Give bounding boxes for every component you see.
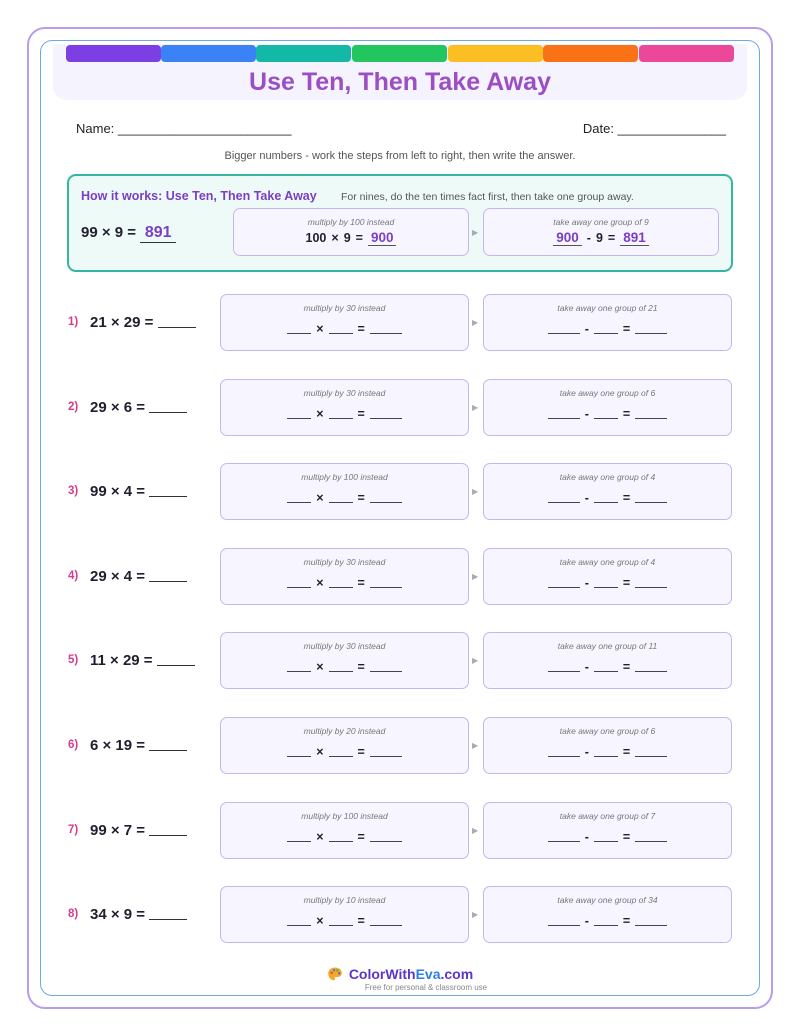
answer-blank[interactable] xyxy=(329,745,353,757)
step1-equation xyxy=(221,322,468,336)
example-step2-equation xyxy=(484,230,718,246)
arrow-icon: ▶ xyxy=(472,826,479,835)
example-step1-box xyxy=(233,208,469,256)
step2-caption: take away one group of 6 xyxy=(559,388,656,398)
step1-caption: multiply by 30 instead xyxy=(303,388,386,398)
problem-number: 2) xyxy=(68,401,79,413)
answer-blank[interactable] xyxy=(329,322,353,334)
answer-blank[interactable] xyxy=(149,737,187,751)
arrow-icon: ▶ xyxy=(472,572,479,581)
operator-symbol: - xyxy=(586,231,591,245)
answer-blank[interactable] xyxy=(635,491,667,503)
answer-blank[interactable] xyxy=(548,745,580,757)
step2-caption: take away one group of 4 xyxy=(559,472,656,482)
answer-blank[interactable] xyxy=(287,914,311,926)
answer-blank[interactable] xyxy=(370,407,402,419)
arrow-icon: ▶ xyxy=(472,910,479,919)
name-field: Name: ________________________ xyxy=(76,121,292,136)
operator-symbol: × xyxy=(316,830,324,844)
step1-caption: multiply by 30 instead xyxy=(303,641,386,651)
answer-blank[interactable] xyxy=(635,914,667,926)
answer-blank[interactable] xyxy=(370,576,402,588)
answer-blank[interactable] xyxy=(287,660,311,672)
operator-symbol: × xyxy=(316,914,324,928)
step1-box xyxy=(220,632,469,689)
step2-box xyxy=(483,548,732,605)
answer-blank[interactable] xyxy=(370,660,402,672)
step2-box xyxy=(483,886,732,943)
step1-box xyxy=(220,294,469,351)
answer-blank[interactable] xyxy=(287,407,311,419)
step2-box xyxy=(483,802,732,859)
operator-symbol: × xyxy=(316,745,324,759)
date-field: Date: _______________ xyxy=(582,121,726,136)
operator-symbol: - xyxy=(584,830,589,844)
problem-text xyxy=(90,652,195,669)
problem-number: 3) xyxy=(68,485,79,497)
example-heading: How it works: Use Ten, Then Take Away xyxy=(81,189,317,203)
step2-equation xyxy=(484,576,731,590)
answer-blank[interactable] xyxy=(370,914,402,926)
step1-equation xyxy=(221,407,468,421)
brand-color: Color xyxy=(348,966,386,982)
step1-box xyxy=(220,886,469,943)
operator-symbol: × xyxy=(316,407,324,421)
problem-expression: 29 × 6 = xyxy=(90,399,146,416)
problem-expression: 99 × 4 = xyxy=(90,483,146,500)
example-step1-equation xyxy=(234,230,468,246)
answer-blank[interactable] xyxy=(594,914,618,926)
step2-equation xyxy=(484,660,731,674)
answer-blank[interactable] xyxy=(149,399,187,413)
answer-blank[interactable] xyxy=(157,652,195,666)
step2-caption: take away one group of 11 xyxy=(557,641,658,651)
problem-expression: 99 × 7 = xyxy=(90,822,146,839)
color-bar xyxy=(352,45,447,62)
palette-icon xyxy=(327,966,343,982)
answer-blank[interactable] xyxy=(548,491,580,503)
step1-equation xyxy=(221,491,468,505)
step2-box xyxy=(483,379,732,436)
problem-expression: 21 × 29 = xyxy=(90,314,154,331)
answer-blank[interactable] xyxy=(370,745,402,757)
step1-box xyxy=(220,548,469,605)
footer-logo xyxy=(0,966,800,992)
brand-name xyxy=(0,966,800,982)
answer-blank[interactable] xyxy=(594,660,618,672)
answer-blank[interactable] xyxy=(149,483,187,497)
example-problem-text: 99 × 9 = xyxy=(81,224,137,241)
operator-symbol: - xyxy=(584,576,589,590)
step1-caption: multiply by 10 instead xyxy=(303,895,386,905)
answer-blank[interactable] xyxy=(548,576,580,588)
arrow-icon: ▶ xyxy=(472,656,479,665)
problem-number: 6) xyxy=(68,739,79,751)
answer-blank[interactable] xyxy=(594,407,618,419)
operator-symbol: = xyxy=(622,407,631,421)
step2-equation xyxy=(484,407,731,421)
operator-symbol: = xyxy=(622,322,631,336)
answer-blank[interactable] xyxy=(329,407,353,419)
operator-symbol: - xyxy=(584,322,589,336)
answer-blank[interactable] xyxy=(149,906,187,920)
step1-box xyxy=(220,717,469,774)
step1-box xyxy=(220,802,469,859)
answer-blank[interactable] xyxy=(548,660,580,672)
step2-caption: take away one group of 7 xyxy=(559,811,656,821)
example-problem xyxy=(81,224,176,243)
step2-caption: take away one group of 6 xyxy=(559,726,656,736)
example-step2-box xyxy=(483,208,719,256)
answer-blank[interactable] xyxy=(594,322,618,334)
operator-symbol: - xyxy=(584,491,589,505)
answer-blank[interactable] xyxy=(329,491,353,503)
problem-text xyxy=(90,822,187,839)
step2-equation xyxy=(484,322,731,336)
answer-blank[interactable] xyxy=(548,830,580,842)
problem-text xyxy=(90,399,187,416)
answer-blank[interactable] xyxy=(594,830,618,842)
step2-box xyxy=(483,463,732,520)
operator-symbol: - xyxy=(584,407,589,421)
operator-symbol: = xyxy=(355,231,363,245)
operator-symbol: = xyxy=(357,407,365,421)
step2-equation xyxy=(484,914,731,928)
step2-box xyxy=(483,294,732,351)
arrow-icon: ▶ xyxy=(472,403,479,412)
step1-caption: multiply by 30 instead xyxy=(303,557,386,567)
answer-blank[interactable] xyxy=(548,407,580,419)
answer-blank[interactable] xyxy=(370,491,402,503)
operator-symbol: - xyxy=(584,660,589,674)
step1-equation xyxy=(221,830,468,844)
brand-eva: Eva xyxy=(415,966,441,982)
example-answer: 891 xyxy=(140,224,176,243)
answer-blank[interactable] xyxy=(287,491,311,503)
step2-box xyxy=(483,632,732,689)
operator-symbol: - xyxy=(584,745,589,759)
problem-text xyxy=(90,906,187,923)
instructions: Bigger numbers - work the steps from left to right, then write the answer. xyxy=(224,150,576,162)
answer-blank[interactable] xyxy=(287,322,311,334)
step1-caption: multiply by 30 instead xyxy=(303,303,386,313)
operator-symbol: = xyxy=(357,491,365,505)
color-bar xyxy=(256,45,351,62)
example-step1-caption: multiply by 100 instead xyxy=(307,217,395,227)
operator-symbol: = xyxy=(622,660,631,674)
color-bar xyxy=(639,45,734,62)
operator-symbol: = xyxy=(622,491,631,505)
problem-text xyxy=(90,568,187,585)
operator-symbol: = xyxy=(357,914,365,928)
problem-number: 5) xyxy=(68,654,79,666)
example-step2-caption: take away one group of 9 xyxy=(553,217,649,227)
answer-blank[interactable] xyxy=(635,660,667,672)
operator-symbol: = xyxy=(607,231,616,245)
step1-caption: multiply by 100 instead xyxy=(301,811,388,821)
step2-box xyxy=(483,717,732,774)
example-step2-b: 9 xyxy=(595,231,603,245)
operator-symbol: = xyxy=(622,914,631,928)
problem-text xyxy=(90,737,187,754)
arrow-icon: ▶ xyxy=(472,741,479,750)
color-bar xyxy=(66,45,161,62)
color-bar xyxy=(448,45,543,62)
operator-symbol: × xyxy=(316,322,324,336)
answer-blank[interactable] xyxy=(548,322,580,334)
answer-blank[interactable] xyxy=(158,314,196,328)
operator-symbol: × xyxy=(316,660,324,674)
step2-caption: take away one group of 4 xyxy=(559,557,656,567)
answer-blank[interactable] xyxy=(329,576,353,588)
step2-caption: take away one group of 34 xyxy=(557,895,658,905)
brand-tagline: Free for personal & classroom use xyxy=(364,983,488,992)
problem-expression: 11 × 29 = xyxy=(90,652,153,669)
step2-equation xyxy=(484,745,731,759)
answer-blank[interactable] xyxy=(594,745,618,757)
operator-symbol: = xyxy=(622,576,631,590)
problem-expression: 34 × 9 = xyxy=(90,906,146,923)
answer-blank[interactable] xyxy=(635,576,667,588)
operator-symbol: = xyxy=(622,745,631,759)
example-step2-result: 891 xyxy=(620,230,649,246)
answer-blank[interactable] xyxy=(329,830,353,842)
step2-caption: take away one group of 21 xyxy=(557,303,658,313)
brand-with: With xyxy=(385,966,416,982)
page-title: Use Ten, Then Take Away xyxy=(249,68,551,96)
step1-equation xyxy=(221,745,468,759)
step1-caption: multiply by 100 instead xyxy=(301,472,388,482)
step1-equation xyxy=(221,576,468,590)
answer-blank[interactable] xyxy=(287,830,311,842)
problem-text xyxy=(90,314,196,331)
operator-symbol: - xyxy=(584,914,589,928)
operator-symbol: × xyxy=(316,491,324,505)
problem-text xyxy=(90,483,187,500)
example-step1-b: 9 xyxy=(343,231,351,245)
problem-number: 4) xyxy=(68,570,79,582)
operator-symbol: = xyxy=(357,576,365,590)
answer-blank[interactable] xyxy=(635,745,667,757)
operator-symbol: = xyxy=(357,830,365,844)
example-step2-a: 900 xyxy=(553,230,582,246)
problem-expression: 6 × 19 = xyxy=(90,737,146,754)
arrow-icon: ▶ xyxy=(472,318,479,327)
step1-equation xyxy=(221,914,468,928)
problem-expression: 29 × 4 = xyxy=(90,568,146,585)
step2-equation xyxy=(484,830,731,844)
operator-symbol: = xyxy=(357,660,365,674)
problem-number: 8) xyxy=(68,908,79,920)
answer-blank[interactable] xyxy=(149,568,187,582)
answer-blank[interactable] xyxy=(370,830,402,842)
operator-symbol: × xyxy=(331,231,339,245)
answer-blank[interactable] xyxy=(594,576,618,588)
answer-blank[interactable] xyxy=(149,822,187,836)
answer-blank[interactable] xyxy=(370,322,402,334)
example-step1-a: 100 xyxy=(305,231,327,245)
answer-blank[interactable] xyxy=(287,745,311,757)
step2-equation xyxy=(484,491,731,505)
step1-box xyxy=(220,463,469,520)
brand-domain: .com xyxy=(440,966,474,982)
color-bar xyxy=(543,45,638,62)
answer-blank[interactable] xyxy=(548,914,580,926)
example-note: For nines, do the ten times fact first, then take one group away. xyxy=(341,191,634,203)
answer-blank[interactable] xyxy=(635,830,667,842)
operator-symbol: = xyxy=(622,830,631,844)
example-step1-result: 900 xyxy=(368,230,397,246)
color-bar xyxy=(161,45,256,62)
answer-blank[interactable] xyxy=(329,660,353,672)
answer-blank[interactable] xyxy=(287,576,311,588)
answer-blank[interactable] xyxy=(594,491,618,503)
answer-blank[interactable] xyxy=(635,407,667,419)
operator-symbol: = xyxy=(357,745,365,759)
arrow-icon: ▶ xyxy=(472,228,479,237)
step1-box xyxy=(220,379,469,436)
step1-caption: multiply by 20 instead xyxy=(303,726,386,736)
problem-number: 7) xyxy=(68,824,79,836)
answer-blank[interactable] xyxy=(635,322,667,334)
operator-symbol: × xyxy=(316,576,324,590)
answer-blank[interactable] xyxy=(329,914,353,926)
operator-symbol: = xyxy=(357,322,365,336)
step1-equation xyxy=(221,660,468,674)
arrow-icon: ▶ xyxy=(472,487,479,496)
problem-number: 1) xyxy=(68,316,79,328)
